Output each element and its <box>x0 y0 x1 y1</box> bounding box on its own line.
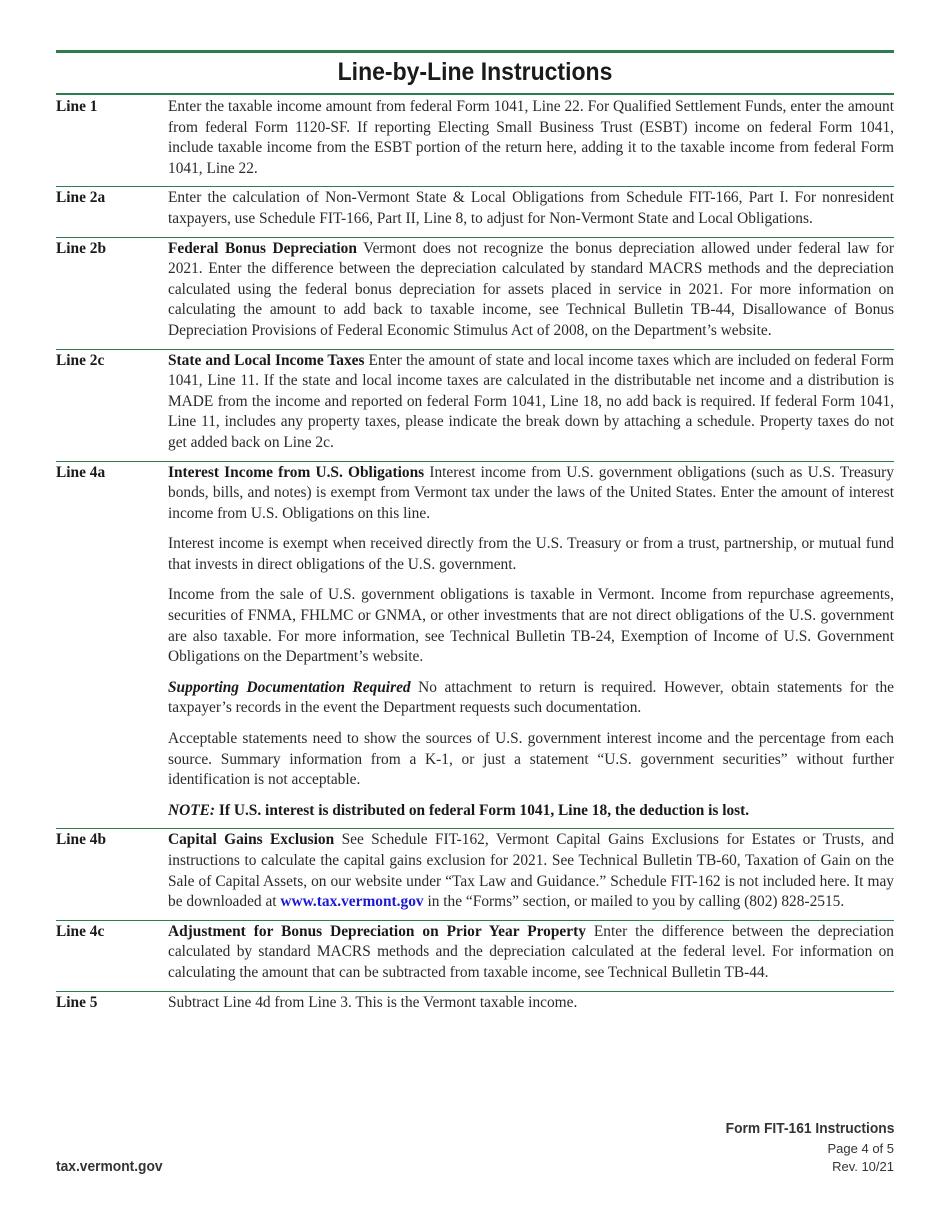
instruction-paragraph <box>168 187 894 229</box>
paragraph-text: Enter the difference between the depreciation calculated by standard MACRS methods and the depreciation calculated at the federal level. For information on calculating the amount that can be subtracted from taxable income, see Technical Bulletin TB-44. <box>168 922 894 981</box>
line-label: Line 5 <box>56 993 98 1011</box>
website-link[interactable]: www.tax.vermont.gov <box>280 893 424 911</box>
line-label: Line 1 <box>56 98 98 115</box>
line-body <box>168 992 894 1021</box>
instruction-paragraph <box>168 992 894 1014</box>
line-label: Line 2c <box>56 351 105 369</box>
line-label: Line 4a <box>56 463 106 481</box>
revision-date: Rev. 10/21 <box>832 1159 894 1174</box>
instruction-paragraph <box>168 350 894 454</box>
paragraph-heading: Interest Income from U.S. Obligations <box>168 463 425 481</box>
note-label: NOTE: <box>168 801 216 819</box>
instruction-paragraph <box>168 728 894 791</box>
line-body <box>168 187 894 236</box>
page-title: Line-by-Line Instructions <box>337 58 613 86</box>
instruction-paragraph <box>168 238 894 342</box>
paragraph-text: No attachment to return is required. However, obtain statements for the taxpayer’s records in the event the Department requests such documentation. <box>168 678 895 717</box>
form-name: Form FIT-161 Instructions <box>725 1120 894 1137</box>
paragraph-text: Acceptable statements need to show the sources of U.S. government interest income and the percentage from each source. Summary information from a K-1, or just a statement “U.S. government securities” without further identification is not acceptable. <box>168 730 894 789</box>
instruction-line <box>56 349 894 461</box>
paragraph-text: Subtract Line 4d from Line 3. This is the Vermont taxable income. <box>168 993 578 1011</box>
instruction-line <box>56 991 894 1021</box>
instruction-line <box>56 828 894 919</box>
instruction-line <box>56 186 894 236</box>
paragraph-text: Enter the amount of state and local income taxes which are included on federal Form 1041, Line 11. If the state and local income taxes are calculated in the distributable net income and a distribution is MADE from the income and reported on federal Form 1041, Line 18, no add back is required. If federal Form 1041, Line 11, includes any property taxes, please indicate the break down by attaching a schedule. Property taxes do not get added back on Line 2c. <box>168 351 894 451</box>
paragraph-text: Enter the taxable income amount from federal Form 1041, Line 22. For Qualified Settlement Funds, enter the amount from federal Form 1120-SF. If reporting Electing Small Business Trust (ESBT) income on federal Form 1041, include taxable income from the ESBT portion of the return here, adding it to the taxable income from federal Form 1041, Line 22. <box>168 98 894 177</box>
instruction-sections <box>56 96 894 1020</box>
top-rule <box>56 50 894 53</box>
paragraph-text: Interest income is exempt when received directly from the U.S. Treasury or from a trust, partnership, or mutual fund that invests in direct obligations of the U.S. government. <box>168 535 894 573</box>
paragraph-heading: Federal Bonus Depreciation <box>168 239 357 257</box>
line-body <box>168 350 894 461</box>
instruction-paragraph <box>168 96 894 179</box>
paragraph-text: in the “Forms” section, or mailed to you by calling (802) 828-2515. <box>423 893 845 911</box>
paragraph-heading: State and Local Income Taxes <box>168 351 365 369</box>
instruction-line <box>56 237 894 349</box>
instruction-paragraph <box>168 800 894 822</box>
line-label: Line 4c <box>56 922 105 940</box>
instruction-line <box>56 96 894 186</box>
line-body <box>168 96 894 186</box>
paragraph-text: Interest income from U.S. government obligations (such as U.S. Treasury bonds, bills, and notes) is exempt from Vermont tax under the laws of the United States. Enter the amount of interest income from U.S. Obligations on this line. <box>168 463 894 522</box>
paragraph-text: See Schedule FIT-162, Vermont Capital Gains Exclusions for Estates or Trusts, and instructions to calculate the capital gains exclusion for 2021. See Technical Bulletin TB-60, Taxation of Gain on the Sale of Capital Assets, on our website under “Tax Law and Guidance.” Schedule FIT-162 is not included here. It may be downloaded at <box>168 831 894 911</box>
instruction-paragraph <box>168 533 894 575</box>
instruction-paragraph <box>168 829 894 912</box>
line-body <box>168 829 894 919</box>
page-number: Page 4 of 5 <box>827 1141 894 1156</box>
instruction-paragraph <box>168 584 894 667</box>
line-body <box>168 238 894 349</box>
instruction-paragraph <box>168 462 894 525</box>
line-label: Line 4b <box>56 831 107 849</box>
paragraph-text: Enter the calculation of Non-Vermont State & Local Obligations from Schedule FIT-166, Part I. For nonresident taxpayers, use Schedule FIT-166, Part II, Line 8, to adjust for Non-Vermont State and Local Obligations. <box>168 189 894 227</box>
instruction-line <box>56 461 894 829</box>
note-text: If U.S. interest is distributed on federal Form 1041, Line 18, the deduction is lost. <box>215 801 750 819</box>
paragraph-text: Income from the sale of U.S. government obligations is taxable in Vermont. Income from repurchase agreements, securities of FNMA, FHLMC or GNMA, or other investments that are not direct obligations of the U.S. government are also taxable. For more information, see Technical Bulletin TB-24, Exemption of Income of U.S. Government Obligations on the Department’s website. <box>168 586 894 666</box>
title-rule <box>56 93 894 95</box>
paragraph-text: Vermont does not recognize the bonus depreciation allowed under federal law for 2021. Enter the difference between the depreciation calculated by standard MACRS methods and the depreciation calculated using the federal bonus depreciation for assets placed in service in 2021. For more information on calculating the amount to add back to taxable income, see Technical Bulletin TB-44, Disallowance of Bonus Depreciation Provisions of Federal Economic Stimulus Act of 2008, on the Department’s website. <box>168 239 894 339</box>
instruction-paragraph <box>168 677 894 719</box>
line-body <box>168 462 894 829</box>
paragraph-heading: Supporting Documentation Required <box>168 678 411 696</box>
paragraph-heading: Adjustment for Bonus Depreciation on Prior Year Property <box>168 922 586 940</box>
instruction-line <box>56 920 894 991</box>
line-body <box>168 921 894 991</box>
line-label: Line 2b <box>56 239 107 257</box>
footer-website: tax.vermont.gov <box>56 1158 163 1175</box>
instruction-paragraph <box>168 921 894 984</box>
paragraph-heading: Capital Gains Exclusion <box>168 831 335 849</box>
line-label: Line 2a <box>56 189 106 207</box>
